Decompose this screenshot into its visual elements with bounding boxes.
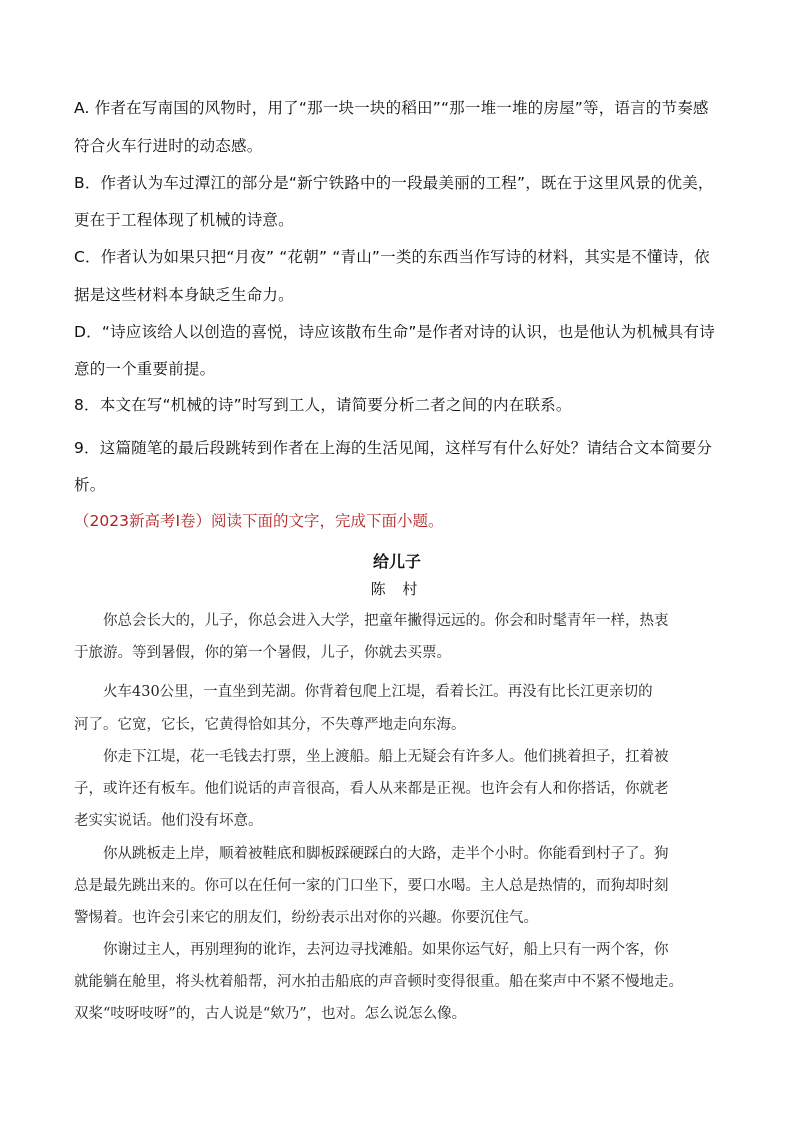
section-intro: （2023新高考Ⅰ卷）阅读下面的文字，完成下面小题。 (74, 512, 444, 530)
passage-line: 子，或许还有板车。他们说话的声音很高，看人从来都是正视。也许会有人和你搭话，你就老 (74, 781, 669, 797)
option-b-line-1: B．作者认为车过潭江的部分是“新宁铁路中的一段最美丽的工程”，既在于这里风景的优美， (74, 174, 714, 192)
passage-line: 警惕着。也许会引来它的朋友们，纷纷表示出对你的兴趣。你要沉住气。 (74, 910, 538, 926)
passage-line: 双桨“吱呀吱呀”的，古人说是“欸乃”，也对。怎么说怎么像。 (74, 1006, 467, 1022)
passage-line: 老实实说话。他们没有坏意。 (74, 813, 263, 829)
passage-line: 你走下江堤，花一毛钱去打票，坐上渡船。船上无疑会有许多人。他们挑着担子，扛着被 (74, 749, 669, 765)
option-a-line-1: A. 作者在写南国的风物时，用了“那一块一块的稻田”“那一堆一堆的房屋”等，语言的节奏感 (74, 99, 709, 117)
passage-title: 给儿子 (372, 552, 421, 571)
option-c-line-1: C．作者认为如果只把“月夜” “花朝” “青山”一类的东西当作写诗的材料，其实是不懂诗，依 (74, 248, 710, 266)
option-d-line-2: 意的一个重要前提。 (74, 360, 216, 378)
passage-line: 总是最先跳出来的。你可以在任何一家的门口坐下，要口水喝。主人总是热情的，而狗却时刻 (74, 878, 669, 894)
passage-line: 河了。它宽，它长，它黄得恰如其分，不失尊严地走向东海。 (74, 717, 466, 733)
question-9-line-1: 9．这篇随笔的最后段跳转到作者在上海的生活见闻，这样写有什么好处？请结合文本简要分 (74, 439, 713, 457)
passage-line: 就能躺在舱里，将头枕着船帮，河水拍击船底的声音顿时变得很重。船在桨声中不紧不慢地走。 (74, 974, 683, 990)
passage-line: 你从跳板走上岸，顺着被鞋底和脚板踩硬踩白的大路，走半个小时。你能看到村子了。狗 (74, 846, 669, 862)
passage-author: 陈 村 (370, 580, 424, 598)
option-a-line-2: 符合火车行进时的动态感。 (74, 137, 263, 155)
passage-line: 火车430公里，一直坐到芜湖。你背着包爬上江堤，看着长江。再没有比长江更亲切的 (74, 684, 653, 700)
question-9-line-2: 析。 (74, 476, 106, 494)
option-d-line-1: D．“诗应该给人以创造的喜悦，诗应该散布生命”是作者对诗的认识，也是他认为机械具有诗 (74, 323, 715, 341)
passage-line: 你谢过主人，再别理狗的讹诈，去河边寻找滩船。如果你运气好，船上只有一两个客，你 (74, 942, 669, 958)
option-c-line-2: 据是这些材料本身缺乏生命力。 (74, 286, 294, 304)
passage-line: 于旅游。等到暑假，你的第一个暑假，儿子，你就去买票。 (74, 645, 451, 661)
passage-line: 你总会长大的，儿子，你总会进入大学，把童年撇得远远的。你会和时髦青年一样，热衷 (74, 613, 669, 629)
option-b-line-2: 更在于工程体现了机械的诗意。 (74, 211, 294, 229)
question-8: 8．本文在写“机械的诗”时写到工人，请简要分析二者之间的内在联系。 (74, 396, 572, 414)
